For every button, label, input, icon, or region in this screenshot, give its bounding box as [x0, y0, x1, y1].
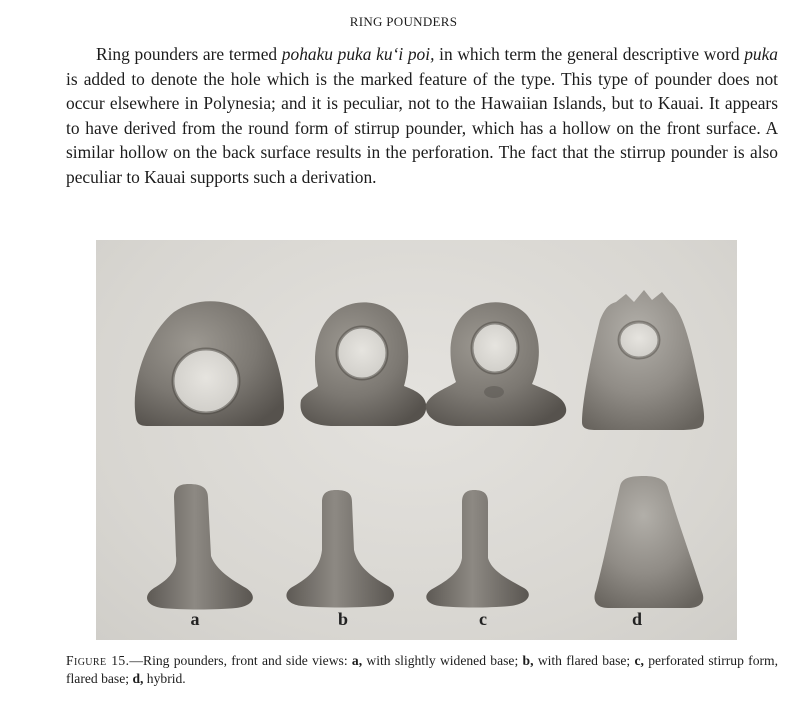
caption-key: d,	[132, 671, 144, 686]
pounder-d-front	[582, 290, 704, 430]
figure-label-b: b	[337, 609, 349, 629]
pounder-a-front	[135, 301, 284, 426]
italic-term: pohaku puka kuʻi poi,	[281, 44, 435, 64]
caption-run: with flared base;	[533, 653, 635, 668]
paragraph-run: in which term the general descriptive word	[434, 44, 745, 64]
pounder-c-side	[426, 490, 529, 608]
caption-key: a,	[351, 653, 363, 668]
italic-term: puka	[744, 44, 778, 64]
paragraph-text	[66, 42, 778, 190]
figure-label-c: c	[479, 609, 487, 629]
caption-key: c,	[634, 653, 644, 668]
figure-label-a: a	[190, 609, 200, 629]
figure-plate	[96, 240, 737, 640]
body-paragraph	[66, 42, 778, 190]
caption-run: —Ring pounders, front and side views:	[129, 653, 352, 668]
figure-label-d: d	[631, 609, 643, 629]
caption-run: hybrid.	[143, 671, 186, 686]
caption-run: with slightly widened base;	[362, 653, 523, 668]
figure-photo	[96, 240, 737, 640]
pounder-a-side	[147, 484, 253, 610]
caption-run: perforated stirrup form, flared base;	[66, 653, 778, 686]
figure-caption	[66, 652, 778, 688]
caption-key: b,	[522, 653, 534, 668]
paragraph-run: is added to denote the hole which is the marked feature of the type. This type of pounder does not occur elsewhere in Polynesia; and it is peculiar, not to the Hawaiian Islands, but to Kauai. It appears to have derived from the round form of stirrup pounder, which has a hollow on the front surface. A similar hollow on the back surface results in the perforation. The fact that the stirrup pounder is also peculiar to Kauai supports such a derivation.	[66, 68, 778, 187]
figure-number: Figure 15.	[66, 653, 130, 668]
pounder-b-side	[286, 490, 394, 608]
pounder-b-front	[300, 302, 426, 426]
pounder-c-front	[426, 302, 566, 426]
running-head: RING POUNDERS	[349, 14, 458, 29]
pounder-d-side	[595, 476, 704, 608]
paragraph-run: Ring pounders are termed	[96, 44, 282, 64]
caption-text	[66, 653, 778, 686]
